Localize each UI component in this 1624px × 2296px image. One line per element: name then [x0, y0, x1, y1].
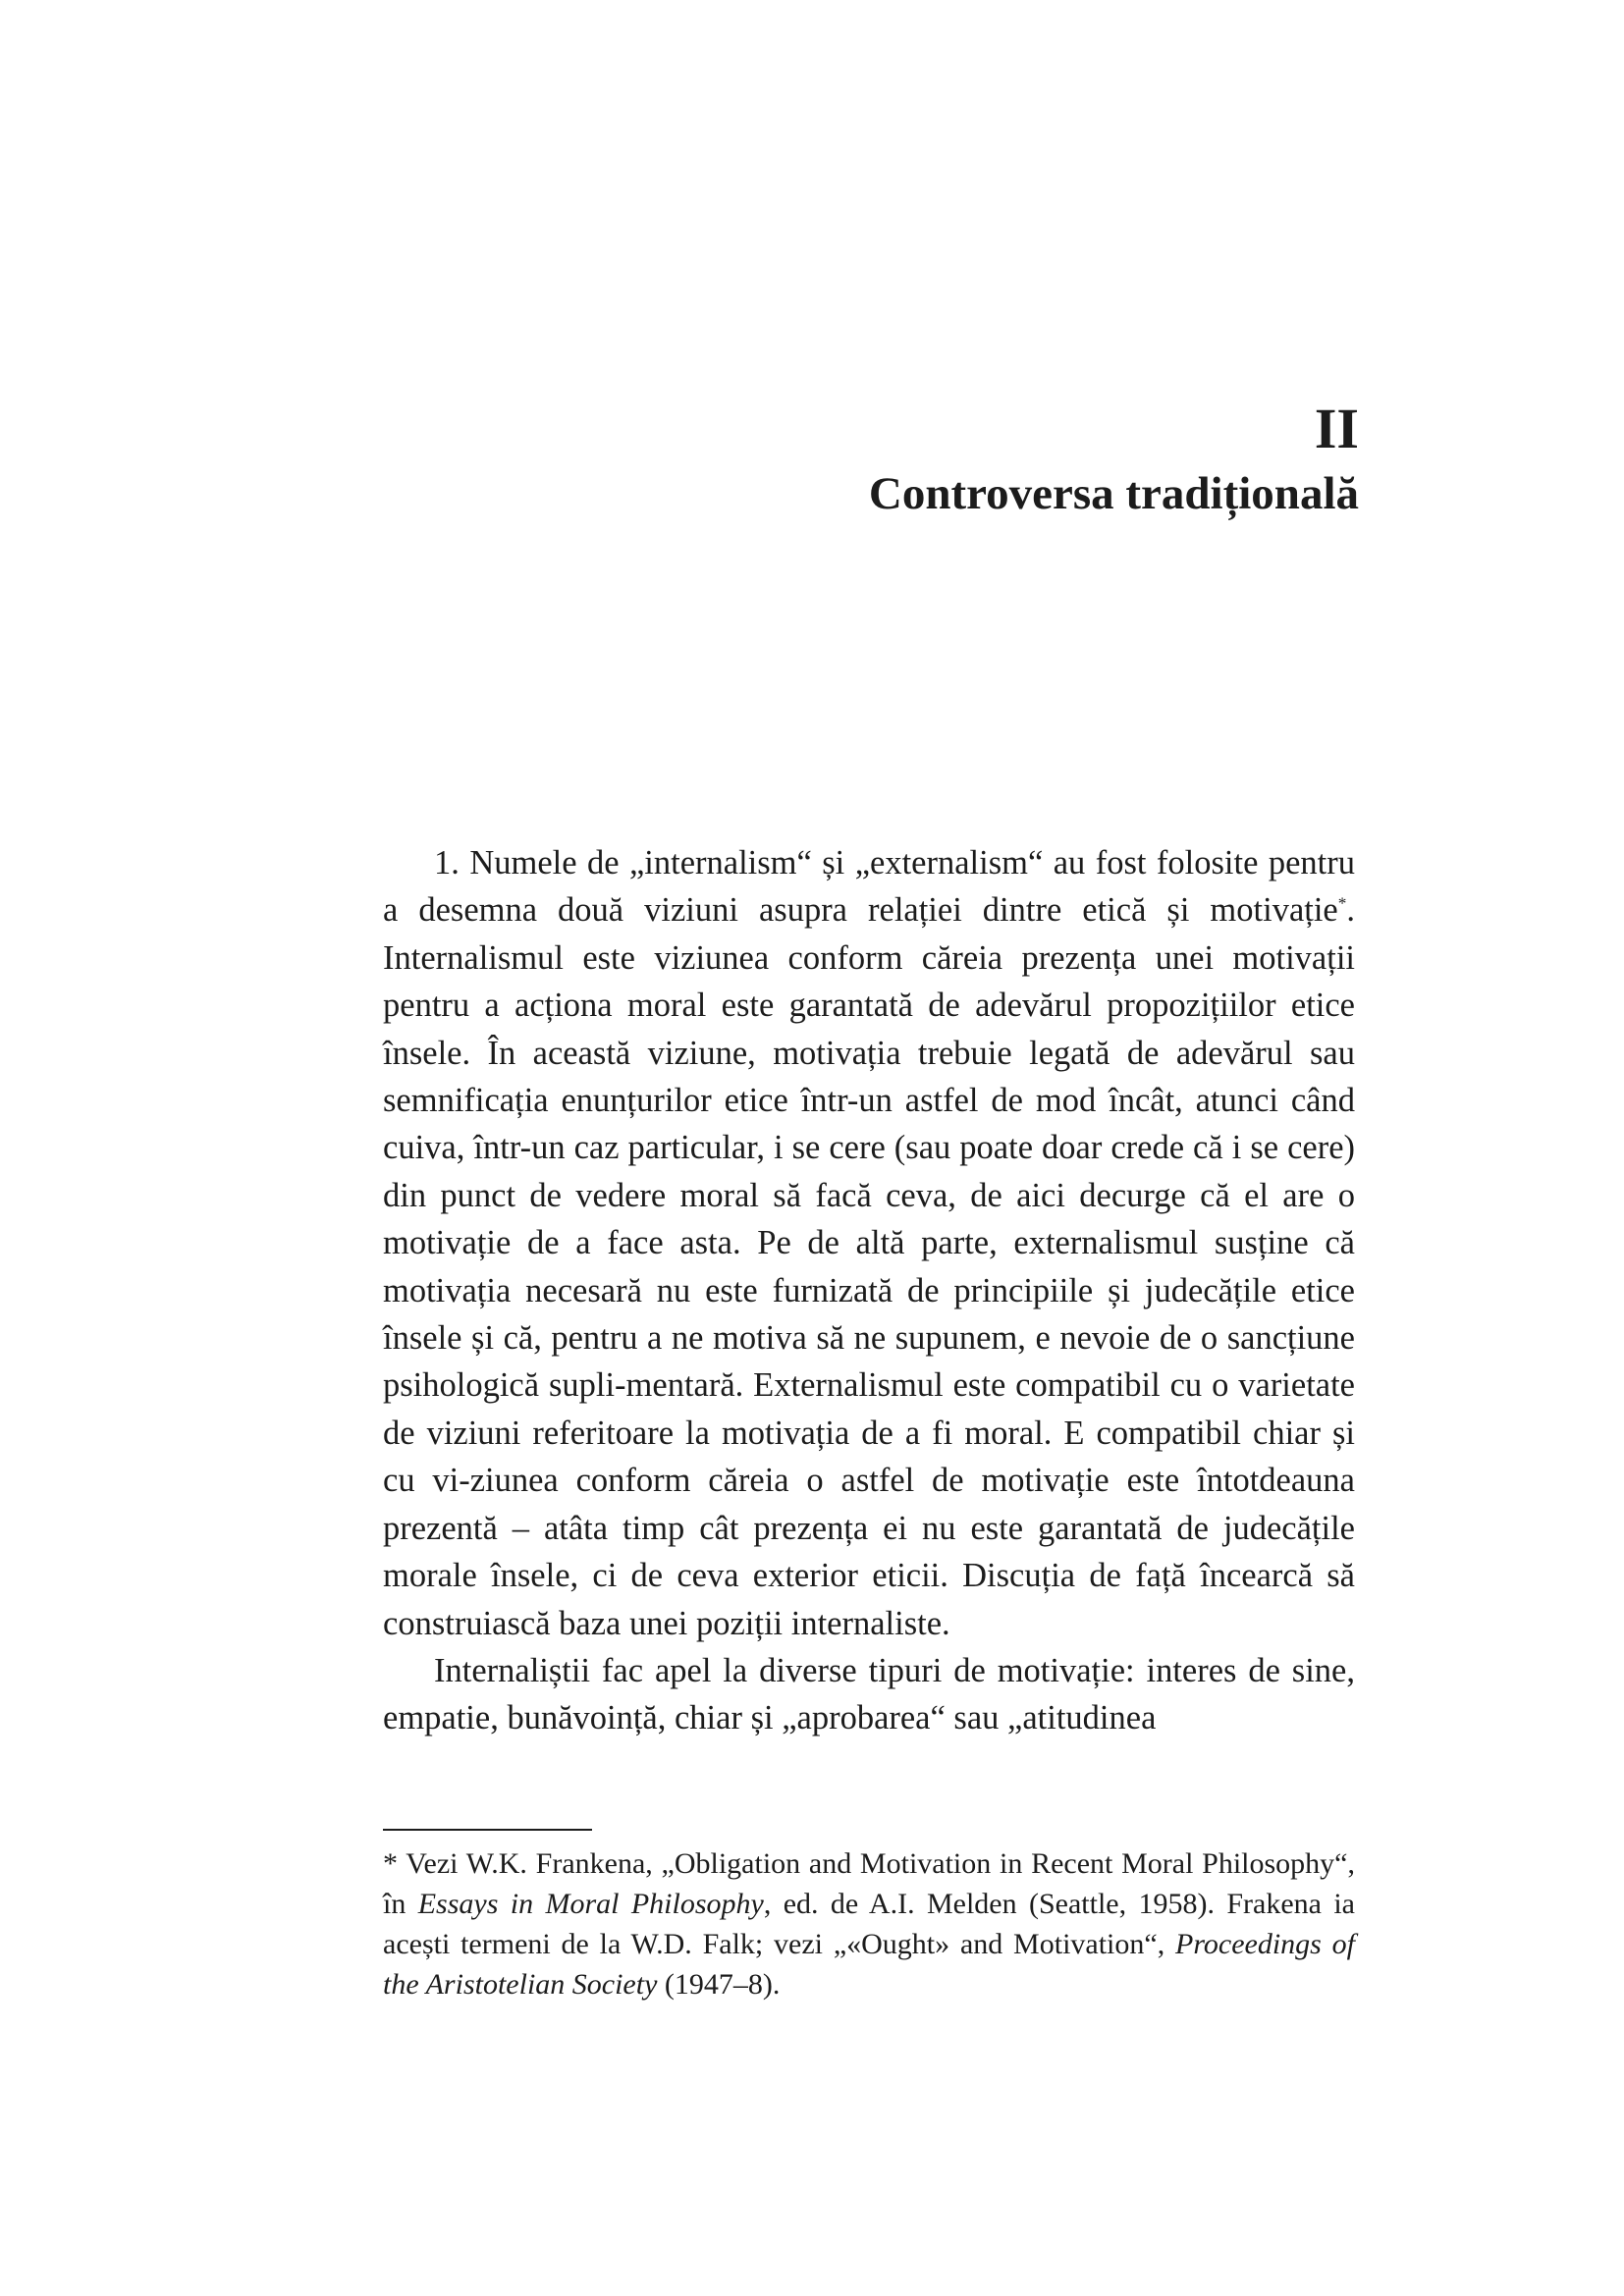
- footnote-book-title: Essays in Moral Philosophy: [417, 1888, 764, 1920]
- chapter-number: II: [1314, 397, 1359, 460]
- footnote-text-3: (1947–8).: [657, 1968, 781, 2001]
- footnote-text-1: Vezi W.K. Frankena, „Obligation and Motivation in Recent Moral Philosophy“, în: [383, 1847, 1355, 1920]
- footnote: [383, 1843, 1355, 2004]
- paragraph-2: Internaliștii fac apel la diverse tipuri de motivație: interes de sine, empatie, bunăvoință, chiar și „aprobarea“ sau „atitudinea: [383, 1651, 1355, 1737]
- paragraph-1: [383, 839, 1355, 1647]
- footnote-text-2: , ed. de A.I. Melden (Seattle, 1958). Frakena ia acești termeni de la W.D. Falk; vezi „«Ought» and Motivation“,: [383, 1888, 1355, 1960]
- footnote-journal-title: Proceedings of the Aristotelian Society: [383, 1928, 1355, 2001]
- paragraph-1-part-a: 1. Numele de „internalism“ și „externalism“ au fost folosite pentru a desemna două viziuni asupra relației dintre etică și motivație: [383, 844, 1355, 930]
- paragraph-1-part-b: . Internalismul este viziunea conform căreia prezența unei motivații pentru a acționa moral este garantată de adevărul propozițiilor etice însele. În această viziune, motivația trebuie legată de adevărul sau semnificația enunțurilor etice într-un astfel de mod încât, atunci când cuiva, într-un caz particular, i se cere (sau poate doar crede că i se cere) din punct de vedere moral să facă ceva, de aici decurge că el are o motivație de a face asta. Pe de altă parte, externalismul susține că motivația necesară nu este furnizată de principiile și judecățile etice însele și că, pentru a ne motiva să ne supunem, e nevoie de o sancțiune psihologică supli-mentară. Externalismul este compatibil cu o varietate de viziuni referitoare la motivația de a fi moral. E compatibil chiar și cu vi-ziunea conform căreia o astfel de motivație este întotdeauna prezentă – atâta timp cât prezența ei nu este garantată de judecățile morale însele, ci de ceva exterior eticii. Discuția de față încearcă să construiască baza unei poziții internaliste.: [383, 891, 1355, 1642]
- footnote-divider: [383, 1829, 592, 1831]
- footnote-reference: *: [1337, 893, 1347, 913]
- footnote-marker: *: [383, 1847, 398, 1880]
- chapter-title: Controversa tradițională: [868, 468, 1359, 519]
- body-text: [383, 839, 1355, 1742]
